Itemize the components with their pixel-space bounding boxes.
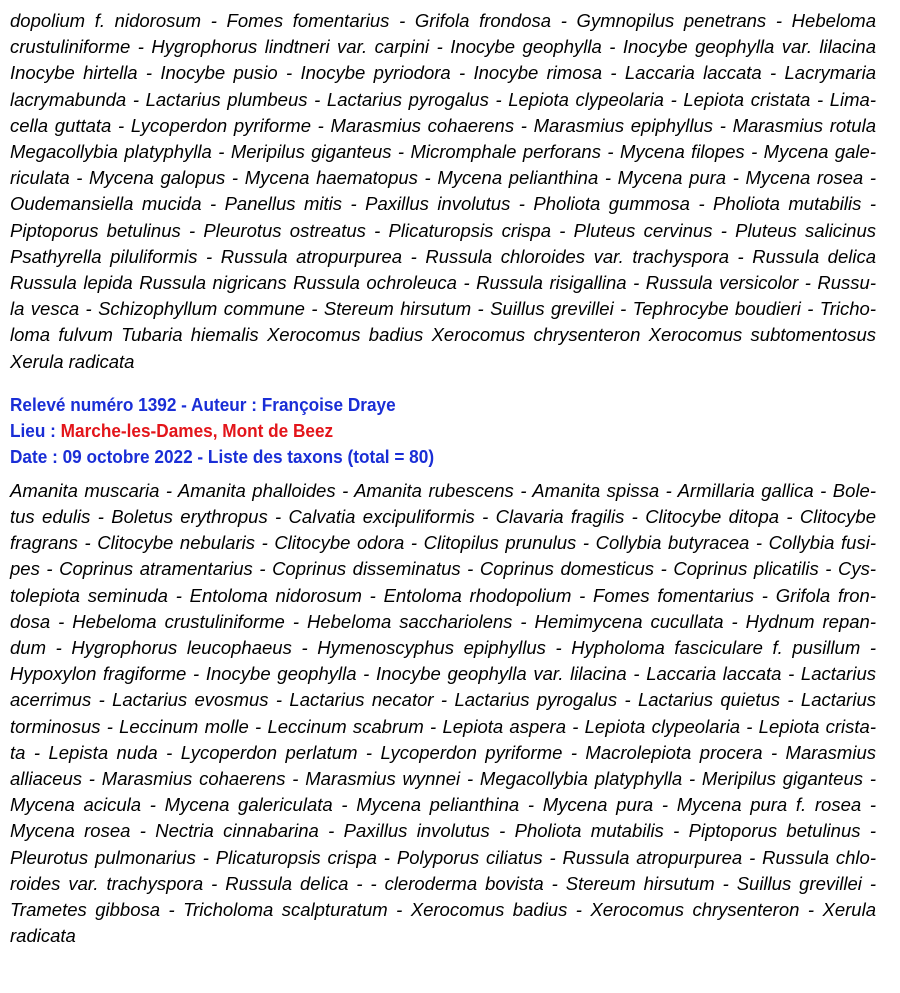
species-line: alliaceus - Marasmius cohaerens - Marasmius wynnei - Megacollybia platyphylla - Meripilus giganteus -	[10, 768, 876, 790]
species-line: Piptoporus betulinus - Pleurotus ostreatus - Plicaturopsis crispa - Pluteus cervinus - Pluteus salicinus	[10, 219, 876, 241]
species-line: roides var. trachyspora - Russula delica - - cleroderma bovista - Stereum hirsutum - Suillus grevillei -	[10, 872, 876, 894]
species-line: riculata - Mycena galopus - Mycena haematopus - Mycena pelianthina - Mycena pura - Mycena rosea -	[10, 167, 876, 189]
species-line: Oudemansiella mucida - Panellus mitis - Paxillus involutus - Pholiota gummosa - Pholiota mutabilis -	[10, 193, 876, 215]
record-date-total: Date : 09 octobre 2022 - Liste des taxons (total = 80)	[10, 445, 435, 467]
species-line: dosa - Hebeloma crustuliniforme - Hebeloma sacchariolens - Hemimycena cucullata - Hydnum repan-	[10, 610, 876, 632]
species-line: dopolium f. nidorosum - Fomes fomentarius - Grifola frondosa - Gymnopilus penetrans - Hebeloma	[10, 10, 876, 31]
species-line: ta - Lepista nuda - Lycoperdon perlatum - Lycoperdon pyriforme - Macrolepiota procera - Marasmius	[10, 741, 876, 763]
document-page	[10, 8, 876, 950]
location-label: Lieu :	[10, 419, 61, 441]
species-line: Hypoxylon fragiforme - Inocybe geophylla - Inocybe geophylla var. lilacina - Laccaria laccata - Lactarius	[10, 663, 876, 685]
species-line: Trametes gibbosa - Tricholoma scalpturatum - Xerocomus badius - Xerocomus chrysenteron - Xerula	[10, 899, 876, 921]
species-line: pes - Coprinus atramentarius - Coprinus disseminatus - Coprinus domesticus - Coprinus plicatilis - Cys-	[10, 558, 876, 580]
species-line: Mycena rosea - Nectria cinnabarina - Paxillus involutus - Pholiota mutabilis - Piptoporus betulinus -	[10, 820, 876, 842]
species-line: Inocybe hirtella - Inocybe pusio - Inocybe pyriodora - Inocybe rimosa - Laccaria laccata - Lacrymaria	[10, 62, 876, 84]
species-line: torminosus - Leccinum molle - Leccinum scabrum - Lepiota aspera - Lepiota clypeolaria - Lepiota crista-	[10, 715, 876, 737]
record-header	[10, 392, 815, 470]
species-line: Xerula radicata	[10, 350, 135, 372]
species-line: loma fulvum Tubaria hiemalis Xerocomus badius Xerocomus chrysenteron Xerocomus subtomentosus	[10, 324, 876, 346]
species-line: dum - Hygrophorus leucophaeus - Hymenoscyphus epiphyllus - Hypholoma fasciculare f. pusillum -	[10, 637, 876, 659]
species-line: tolepiota seminuda - Entoloma nidorosum - Entoloma rhodopolium - Fomes fomentarius - Grifola fron-	[10, 584, 876, 606]
species-line: tus edulis - Boletus erythropus - Calvatia excipuliformis - Clavaria fragilis - Clitocybe ditopa - Clitocybe	[10, 506, 876, 528]
species-line: Amanita muscaria - Amanita phalloides - Amanita rubescens - Amanita spissa - Armillaria gallica - Bole-	[10, 479, 876, 501]
species-line: Russula lepida Russula nigricans Russula ochroleuca - Russula risigallina - Russula versicolor - Russu-	[10, 272, 876, 294]
record-number-author: Relevé numéro 1392 - Auteur : Françoise Draye	[10, 393, 396, 415]
species-line: cella guttata - Lycoperdon pyriforme - Marasmius cohaerens - Marasmius epiphyllus - Marasmius rotula	[10, 114, 876, 136]
species-line: la vesca - Schizophyllum commune - Stereum hirsutum - Suillus grevillei - Tephrocybe boudieri - Tricho-	[10, 298, 876, 320]
species-list-previous	[10, 8, 876, 375]
species-line: Megacollybia platyphylla - Meripilus giganteus - Micromphale perforans - Mycena filopes - Mycena gale-	[10, 141, 876, 163]
species-line: Pleurotus pulmonarius - Plicaturopsis crispa - Polyporus ciliatus - Russula atropurpurea - Russula chlo-	[10, 846, 876, 868]
species-line: lacrymabunda - Lactarius plumbeus - Lactarius pyrogalus - Lepiota clypeolaria - Lepiota cristata - Lima-	[10, 88, 876, 110]
species-line: radicata	[10, 925, 76, 947]
species-line: fragrans - Clitocybe nebularis - Clitocybe odora - Clitopilus prunulus - Collybia butyracea - Collybia fusi-	[10, 532, 876, 554]
species-line: acerrimus - Lactarius evosmus - Lactarius necator - Lactarius pyrogalus - Lactarius quietus - Lactarius	[10, 689, 876, 711]
species-list-record-1392	[10, 478, 876, 950]
species-line: Mycena acicula - Mycena galericulata - Mycena pelianthina - Mycena pura - Mycena pura f. rosea -	[10, 794, 876, 816]
species-line: crustuliniforme - Hygrophorus lindtneri var. carpini - Inocybe geophylla - Inocybe geophylla var. lilacina	[10, 36, 876, 58]
location-value: Marche-les-Dames, Mont de Beez	[60, 419, 334, 441]
record-location-row	[10, 418, 815, 444]
species-line: Psathyrella piluliformis - Russula atropurpurea - Russula chloroides var. trachyspora - Russula delica	[10, 245, 876, 267]
